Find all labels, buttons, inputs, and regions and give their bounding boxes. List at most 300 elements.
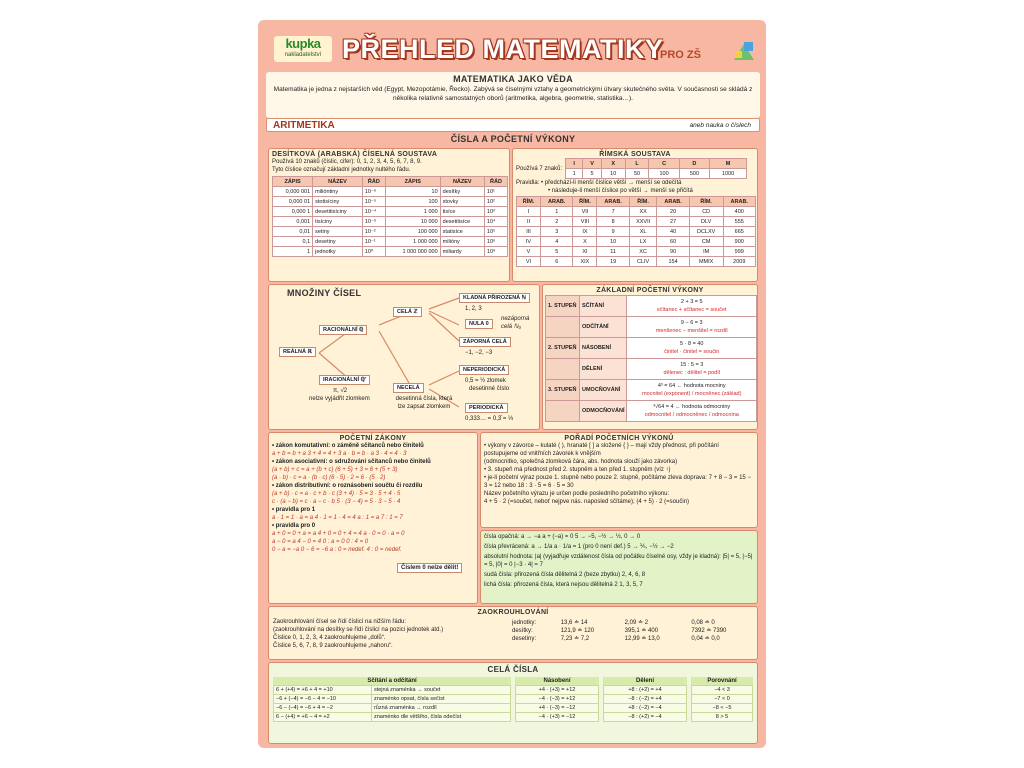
set-real: REÁLNÁ ℝ <box>279 347 316 357</box>
law-formula: a · 1 = 1 · a = a 4 · 1 = 1 · 4 = 4 a : 1 = a 7 : 1 = 7 <box>272 515 403 521</box>
table-cell: 10⁻⁵ <box>362 197 385 207</box>
table-cell: 10⁻² <box>362 227 385 237</box>
table-cell: DCLXV <box>689 227 723 237</box>
table-cell: II <box>517 217 541 227</box>
roman-value: 500 <box>679 169 709 179</box>
number-property: lichá čísla: přirozená čísla, která nejsou dělitelná 2 1, 3, 5, 7 <box>484 582 643 588</box>
compare-table <box>691 685 753 722</box>
table-cell: 10³ <box>484 207 507 217</box>
operation-stage: 1. STUPEŇ <box>546 296 580 317</box>
rounding-examples-table <box>509 619 755 643</box>
table-cell: 10⁵ <box>484 227 507 237</box>
operation-row <box>546 380 757 401</box>
divide-row <box>604 704 687 713</box>
multiply-row <box>516 713 599 722</box>
table-cell: VII <box>573 207 597 217</box>
compare-row <box>692 713 753 722</box>
law-title: • zákon distributivní: o roznásobení součtu či rozdílu <box>272 483 423 489</box>
operation-example <box>627 401 757 422</box>
operation-stage <box>546 401 580 422</box>
rounding-cell: 0,08 ≐ 0 <box>691 620 715 626</box>
section-title: ČÍSLA A POČETNÍ VÝKONY <box>450 134 576 144</box>
rounding-cell: desetiny: <box>512 636 537 642</box>
law-formula: a − 0 = a 4 − 0 = 4 0 : a = 0 0 : 4 = 0 <box>272 539 369 545</box>
add-sub-note: znaménko dle většího, čísla odečíst <box>371 713 510 722</box>
table-cell: desítky <box>440 187 484 197</box>
table-row <box>273 207 508 217</box>
table-cell: 11 <box>597 247 629 257</box>
table-cell: 10¹ <box>484 187 507 197</box>
rounding-cell: 2,09 ≐ 2 <box>624 620 649 626</box>
rounding-rule: Číslice 0, 1, 2, 3, 4 zaokrouhlujeme „dolů“. <box>273 635 386 641</box>
rounding-cell: 395,1 ≐ 400 <box>624 628 659 634</box>
arithmetic-bar <box>266 118 760 132</box>
operation-terms: menšenec − menšitel = rozdíl <box>655 328 728 334</box>
col-header: ZÁPIS <box>385 177 440 187</box>
table-cell: tisíciny <box>313 217 363 227</box>
operation-formula: ³√64 = 4 ← hodnota odmocniny <box>653 404 731 410</box>
table-cell: 19 <box>597 257 629 267</box>
table-cell: 1 000 000 000 <box>385 247 440 257</box>
table-cell: IM <box>689 247 723 257</box>
number-properties-panel <box>480 530 758 604</box>
roman-value: 1 <box>566 169 583 179</box>
decimal-line-1: Používá 10 znaků (číslic, cifer): 0, 1, 2, 3, 4, 5, 6, 7, 8, 9. <box>272 159 422 165</box>
col-header: NÁZEV <box>313 177 363 187</box>
decimal-line-2: Tyto číslice označují základní jednotky nultého řádu. <box>272 167 411 173</box>
law-title: • zákon komutativní: o záměně sčítanců nebo činitelů <box>272 443 424 449</box>
roman-sign: D <box>679 159 709 169</box>
table-cell: 5 <box>541 247 573 257</box>
irrational-example: π, √2 <box>333 388 348 394</box>
table-row <box>517 237 756 247</box>
add-sub-row <box>274 713 511 722</box>
table-cell: XXVII <box>629 217 657 227</box>
table-cell: 555 <box>723 217 755 227</box>
rounding-cell: 121,9 ≐ 120 <box>560 628 595 634</box>
add-sub-example: 6 + (+4) = +6 + 4 = +10 <box>274 686 372 695</box>
table-cell: tisíce <box>440 207 484 217</box>
operation-formula: 15 : 5 = 3 <box>680 362 704 368</box>
table-cell: 1 <box>273 247 313 257</box>
operation-row <box>546 317 757 338</box>
roman-signs-table <box>565 158 747 179</box>
integers-heading: CELÁ ČÍSLA <box>487 665 539 674</box>
table-cell: 0,1 <box>273 237 313 247</box>
operation-terms: činitel · činitel = součin <box>664 349 720 355</box>
add-sub-heading: Sčítání a odčítání <box>273 677 511 685</box>
operations-heading: ZÁKLADNÍ POČETNÍ VÝKONY <box>596 287 704 294</box>
operation-example <box>627 296 757 317</box>
table-cell: stovky <box>440 197 484 207</box>
table-row <box>273 237 508 247</box>
compare-row-cell: −4 < 3 <box>692 686 753 695</box>
table-cell: stotisíciny <box>313 197 363 207</box>
fraction-note: desetinná čísla, která lze zapsat zlomkem <box>395 396 453 410</box>
table-cell: CD <box>689 207 723 217</box>
operation-name: ODČÍTÁNÍ <box>580 317 627 338</box>
table-row <box>273 227 508 237</box>
operation-name: DĚLENÍ <box>580 359 627 380</box>
rounding-rule: Zaokrouhlování čísel se řídí číslicí na nižším řádu: <box>273 619 407 625</box>
operation-stage <box>546 317 580 338</box>
rounding-heading: ZAOKROUHLOVÁNÍ <box>477 609 549 616</box>
rounding-rule: Číslice 5, 6, 7, 8, 9 zaokrouhlujeme „nahoru“. <box>273 643 393 649</box>
law-title: • zákon asociativní: o sdružování sčítanců nebo činitelů <box>272 459 431 465</box>
table-cell: 10⁹ <box>484 247 507 257</box>
basic-operations-panel <box>542 284 758 430</box>
rounding-panel <box>268 606 758 660</box>
col-header: ARAB. <box>723 197 755 207</box>
law-formula: c · (a − b) = c · a − c · b 5 · (3 − 4) = 5 · 3 − 5 · 4 <box>272 499 401 505</box>
operation-name: SČÍTÁNÍ <box>580 296 627 317</box>
table-cell: 3 <box>541 227 573 237</box>
table-cell: X <box>573 237 597 247</box>
col-header: ŘÍM. <box>573 197 597 207</box>
order-line: 4 + 5 · 2 (=součet, neboť nejpve nás. naposled sčítáme); (4 + 5) · 2 (=součin) <box>484 499 690 505</box>
law-formula: a + 0 = 0 + a = a 4 + 0 = 0 + 4 = 4 a · 0 = 0 · a = 0 <box>272 531 405 537</box>
table-cell: milióntiny <box>313 187 363 197</box>
col-header: NÁZEV <box>440 177 484 187</box>
table-cell: VI <box>517 257 541 267</box>
section-numbers-heading <box>266 133 760 145</box>
table-row <box>517 247 756 257</box>
arithmetic-title: ARITMETIKA <box>273 120 335 131</box>
table-cell: 10⁻³ <box>362 217 385 227</box>
table-cell: 10⁻⁶ <box>362 187 385 197</box>
law-formula: a + b = b + a 3 + 4 = 4 + 3 a · b = b · a 3 · 4 = 4 · 3 <box>272 451 407 457</box>
table-cell: 10⁻¹ <box>362 237 385 247</box>
table-cell: XC <box>629 247 657 257</box>
set-fraction: NECELÁ <box>393 383 424 393</box>
law-title: • pravidla pro 0 <box>272 523 316 529</box>
set-nonperiodic: NEPERIODICKÁ <box>459 365 509 375</box>
roman-table <box>516 196 756 267</box>
triangle-logo-icon <box>732 40 756 62</box>
nonperiodic-note: desetinné číslo <box>469 386 510 392</box>
table-cell: 7 <box>597 207 629 217</box>
poster-title-suffix: PRO ZŠ <box>660 49 701 61</box>
table-cell: milióny <box>440 237 484 247</box>
rounding-cell: 13,6 ≐ 14 <box>560 620 588 626</box>
roman-value: 10 <box>601 169 625 179</box>
table-row <box>517 257 756 267</box>
add-sub-table <box>273 685 511 722</box>
set-zero: NULA 0 <box>465 319 493 329</box>
table-cell: III <box>517 227 541 237</box>
add-sub-note: stejná znaménka → součet <box>371 686 510 695</box>
number-property: absolutní hodnota: |a| (vyjadřuje vzdálenost čísla od počátku číselné osy, vždy je kladná): |5| = 5, |−5| = 5, |0| = 0 |−3 · 4| = 7 <box>484 554 753 568</box>
multiply-row-cell: +4 · (+3) = +12 <box>516 686 599 695</box>
arithmetic-laws-panel <box>268 432 478 604</box>
table-cell: LX <box>629 237 657 247</box>
operation-row <box>546 359 757 380</box>
table-cell: desetitisíce <box>440 217 484 227</box>
compare-row-cell: −7 < 0 <box>692 695 753 704</box>
rounding-cell: 0,04 ≐ 0,0 <box>691 636 720 642</box>
roman-sign: L <box>625 159 649 169</box>
rounding-cell: jednotky: <box>512 620 537 626</box>
set-periodic: PERIODICKÁ <box>465 403 508 413</box>
operation-example <box>627 338 757 359</box>
roman-system-panel <box>512 148 758 282</box>
table-row <box>517 207 756 217</box>
roman-rule-1: Pravidla: • předchází-li menší číslice větší → menší se odečítá <box>516 180 682 186</box>
col-header: ŘÍM. <box>629 197 657 207</box>
table-cell: 4 <box>541 237 573 247</box>
operation-terms: odmocnitel / odmocněnec / odmocnina <box>644 412 739 418</box>
roman-sign: X <box>601 159 625 169</box>
operation-terms: dělenec : dělitel = podíl <box>663 370 720 376</box>
operation-terms: mocnitel (exponent) / mocněnec (základ) <box>642 391 742 397</box>
number-property: čísla převrácená: a → 1/a a · 1/a = 1 (pro 0 není def.) 5 → ⅕, −½ → −2 <box>484 544 674 550</box>
roman-value: 50 <box>625 169 649 179</box>
operation-formula: 2 + 3 = 5 <box>680 299 703 305</box>
table-cell: 27 <box>657 217 689 227</box>
col-header: ARAB. <box>657 197 689 207</box>
irrational-note: nelze vyjádřit zlomkem <box>309 396 370 402</box>
table-cell: IV <box>517 237 541 247</box>
table-cell: VIII <box>573 217 597 227</box>
operation-row <box>546 401 757 422</box>
col-header: ŘÍM. <box>517 197 541 207</box>
table-cell: 900 <box>723 237 755 247</box>
compare-row <box>692 695 753 704</box>
zero-division-note: Číslem 0 nelze dělit! <box>397 563 462 573</box>
table-cell: I <box>517 207 541 217</box>
table-cell: 20 <box>657 207 689 217</box>
table-cell: desetiny <box>313 237 363 247</box>
compare-row <box>692 704 753 713</box>
table-row <box>517 227 756 237</box>
table-cell: 8 <box>597 217 629 227</box>
compare-row-cell: −8 < −5 <box>692 704 753 713</box>
table-cell: 0,000 001 <box>273 187 313 197</box>
divide-heading: Dělení <box>603 677 687 685</box>
table-cell: 400 <box>723 207 755 217</box>
decimal-table-header <box>273 177 508 187</box>
table-row <box>517 217 756 227</box>
multiply-row-cell: −4 · (+3) = −12 <box>516 713 599 722</box>
table-cell: 10⁻⁴ <box>362 207 385 217</box>
table-cell: desetitisíciny <box>313 207 363 217</box>
set-negative: ZÁPORNÁ CELÁ <box>459 337 511 347</box>
natural-example: 1, 2, 3 <box>465 306 482 312</box>
table-cell: XX <box>629 207 657 217</box>
law-formula: (a · b) · c = a · (b · c) (6 · 5) · 2 = 6 · (5 · 2) <box>272 475 386 481</box>
set-natural: KLADNÁ PŘIROZENÁ ℕ <box>459 293 530 303</box>
table-cell: 665 <box>723 227 755 237</box>
order-line: (odmocnitko, společná zlomková čára, abs. hodnota slouží jako závorka) <box>484 459 678 465</box>
add-sub-note: různá znaménka → rozdíl <box>371 704 510 713</box>
divide-row <box>604 686 687 695</box>
table-cell: 6 <box>541 257 573 267</box>
table-cell: DLV <box>689 217 723 227</box>
table-row <box>273 187 508 197</box>
divide-row-cell: +8 : (−2) = −4 <box>604 704 687 713</box>
set-integer: CELÁ ℤ <box>393 307 422 317</box>
law-formula: 0 − a = −a 0 − 6 = −6 a : 0 = nedef. 4 : 0 = nedef. <box>272 547 402 553</box>
multiply-row-cell: −4 · (−3) = +12 <box>516 695 599 704</box>
roman-value: 5 <box>583 169 602 179</box>
intro-text: Matematika je jedna z nejstarších věd (Egypt, Mezopotámie, Řecko). Zabývá se číselnými vztahy a geometrickými útvary skutečného světa. V současnosti se skládá z několika relativně samostatných oborů (aritmetika, algebra, geometrie, statistika…). <box>273 86 753 102</box>
table-cell: 90 <box>657 247 689 257</box>
multiply-heading: Násobení <box>515 677 599 685</box>
operation-order-panel <box>480 432 758 528</box>
table-cell: 10 <box>385 187 440 197</box>
poster-title: PŘEHLED MATEMATIKY <box>342 34 664 64</box>
operation-example <box>627 359 757 380</box>
operation-formula: 5 · 8 = 40 <box>680 341 704 347</box>
table-cell: 0,01 <box>273 227 313 237</box>
roman-rule-2: • následuje-li menší číslice po větší → menší se přičítá <box>548 188 693 194</box>
operation-name: NÁSOBENÍ <box>580 338 627 359</box>
table-cell: XIX <box>573 257 597 267</box>
table-cell: 10² <box>484 197 507 207</box>
operation-example <box>627 317 757 338</box>
sets-heading: MNOŽINY ČÍSEL <box>287 288 362 298</box>
number-sets-panel <box>268 284 540 430</box>
operation-name: UMOCŇOVÁNÍ <box>580 380 627 401</box>
intro-heading: MATEMATIKA JAKO VĚDA <box>453 74 573 84</box>
table-row <box>273 247 508 257</box>
divide-row-cell: +8 : (+2) = +4 <box>604 686 687 695</box>
add-sub-note: znaménko opsat, čísla sečíst <box>371 695 510 704</box>
multiply-row <box>516 686 599 695</box>
table-cell: 1 000 000 <box>385 237 440 247</box>
multiply-row <box>516 704 599 713</box>
nonperiodic-example: 0,5 = ½ zlomek <box>465 378 506 384</box>
add-sub-row <box>274 686 511 695</box>
roman-sign: I <box>566 159 583 169</box>
multiply-row <box>516 695 599 704</box>
table-cell: 9 <box>597 227 629 237</box>
add-sub-example: −6 + (−4) = −6 − 4 = −10 <box>274 695 372 704</box>
number-property: sudá čísla: přirozená čísla dělitelná 2 (beze zbytku) 2, 4, 6, 8 <box>484 572 646 578</box>
table-cell: miliardy <box>440 247 484 257</box>
table-cell: CM <box>689 237 723 247</box>
table-cell: 60 <box>657 237 689 247</box>
col-header: ARAB. <box>541 197 573 207</box>
logo-text: kupka <box>285 36 321 51</box>
table-cell: 1 000 <box>385 207 440 217</box>
roman-sign: C <box>649 159 679 169</box>
compare-row <box>692 686 753 695</box>
order-heading: POŘADÍ POČETNÍCH VÝKONŮ <box>564 435 674 442</box>
decimal-heading: DESÍTKOVÁ (ARABSKÁ) ČÍSELNÁ SOUSTAVA <box>272 151 438 158</box>
col-header: ZÁPIS <box>273 177 313 187</box>
order-line: • 3. stupeň má přednost před 2. stupněm a ten před 1. stupněm (víz ↑) <box>484 467 671 473</box>
order-line: • výkony v závorce – kulaté ( ), hranaté [ ] a složené { } – mají vždy přednost, při počítání postupujeme od vnitřních závorek k vnějším <box>484 443 719 457</box>
table-cell: 10⁶ <box>484 237 507 247</box>
law-formula: (a + b) · c = a · c + b · c (3 + 4) · 5 = 3 · 5 + 4 · 5 <box>272 491 401 497</box>
set-rational: RACIONÁLNÍ ℚ <box>319 325 367 335</box>
roman-sign: V <box>583 159 602 169</box>
table-cell: 1 <box>541 207 573 217</box>
divide-row <box>604 713 687 722</box>
rounding-cell: 7392 ≐ 7390 <box>691 628 727 634</box>
table-row <box>273 217 508 227</box>
rounding-row <box>509 627 755 635</box>
operation-row <box>546 296 757 317</box>
divide-row-cell: −8 : (+2) = −4 <box>604 713 687 722</box>
col-header: ARAB. <box>597 197 629 207</box>
table-cell: IX <box>573 227 597 237</box>
table-cell: MMIX <box>689 257 723 267</box>
table-cell: 100 <box>385 197 440 207</box>
operation-stage: 2. STUPEŇ <box>546 338 580 359</box>
table-cell: 0,000 1 <box>273 207 313 217</box>
rounding-cell: 12,99 ≐ 13,0 <box>624 636 660 642</box>
col-header: ŘÁD <box>362 177 385 187</box>
zero-note: nezáporná celá ℕ₀ <box>501 316 530 330</box>
rounding-row <box>509 635 755 643</box>
divide-row-cell: −8 : (−2) = +4 <box>604 695 687 704</box>
periodic-example: 0,333… = 0,3̄ = ⅓ <box>465 416 514 422</box>
table-cell: 0,000 01 <box>273 197 313 207</box>
set-irrational: IRACIONÁLNÍ ℚ' <box>319 375 370 385</box>
table-row <box>273 197 508 207</box>
law-title: • pravidla pro 1 <box>272 507 316 513</box>
poster-header <box>266 26 758 68</box>
compare-heading: Porovnání <box>691 677 753 685</box>
table-cell: statisíce <box>440 227 484 237</box>
roman-sign: M <box>710 159 747 169</box>
add-sub-example: −6 − (−4) = −6 + 4 = −2 <box>274 704 372 713</box>
divide-row <box>604 695 687 704</box>
table-cell: XI <box>573 247 597 257</box>
operation-stage: 3. STUPEŇ <box>546 380 580 401</box>
operation-stage <box>546 359 580 380</box>
table-cell: setiny <box>313 227 363 237</box>
table-cell: 10 <box>597 237 629 247</box>
arithmetic-subtitle: aneb nauka o číslech <box>689 122 751 129</box>
operation-formula: 9 − 6 = 3 <box>680 320 703 326</box>
law-formula: (a + b) + c = a + (b + c) (6 + 5) + 3 = 6 + (5 + 3) <box>272 467 398 473</box>
rounding-cell: 7,23 ≐ 7,2 <box>560 636 590 642</box>
rounding-rule: (zaokrouhlování na desítky se řídí číslicí na pozici jednotek atd.) <box>273 627 444 633</box>
table-cell: 10 000 <box>385 217 440 227</box>
add-sub-row <box>274 695 511 704</box>
publisher-logo <box>274 36 332 62</box>
table-cell: 40 <box>657 227 689 237</box>
operation-example <box>627 380 757 401</box>
table-cell: XL <box>629 227 657 237</box>
table-cell: 100 000 <box>385 227 440 237</box>
integers-panel <box>268 662 758 744</box>
table-cell: 2 <box>541 217 573 227</box>
divide-table <box>603 685 687 722</box>
rounding-cell: desítky: <box>512 628 533 634</box>
roman-value: 100 <box>649 169 679 179</box>
operation-name: ODMOCŇOVÁNÍ <box>580 401 627 422</box>
table-cell: 0,001 <box>273 217 313 227</box>
roman-heading: ŘÍMSKÁ SOUSTAVA <box>599 151 671 158</box>
add-sub-row <box>274 704 511 713</box>
multiply-row-cell: +4 · (−3) = −12 <box>516 704 599 713</box>
add-sub-example: 6 − (+4) = +6 − 4 = +2 <box>274 713 372 722</box>
operation-terms: sčítanec + sčítanec = součet <box>656 307 727 313</box>
operation-formula: 4³ = 64 ← hodnota mocniny <box>657 383 726 389</box>
compare-row-cell: 8 > 5 <box>692 713 753 722</box>
col-header: ŘÁD <box>484 177 507 187</box>
table-cell: jednotky <box>313 247 363 257</box>
rounding-row <box>509 619 755 627</box>
roman-value: 1000 <box>710 169 747 179</box>
operation-row <box>546 338 757 359</box>
multiply-table <box>515 685 599 722</box>
order-line: • je-li početní výraz pouze 1. stupně nebo pouze 2. stupně, počítáme zleva doprava: 7 + 8 − 3 = 15 − 3 = 12 nebo 18 : 3 · 5 = 6 · 5 = 30 <box>484 475 751 489</box>
